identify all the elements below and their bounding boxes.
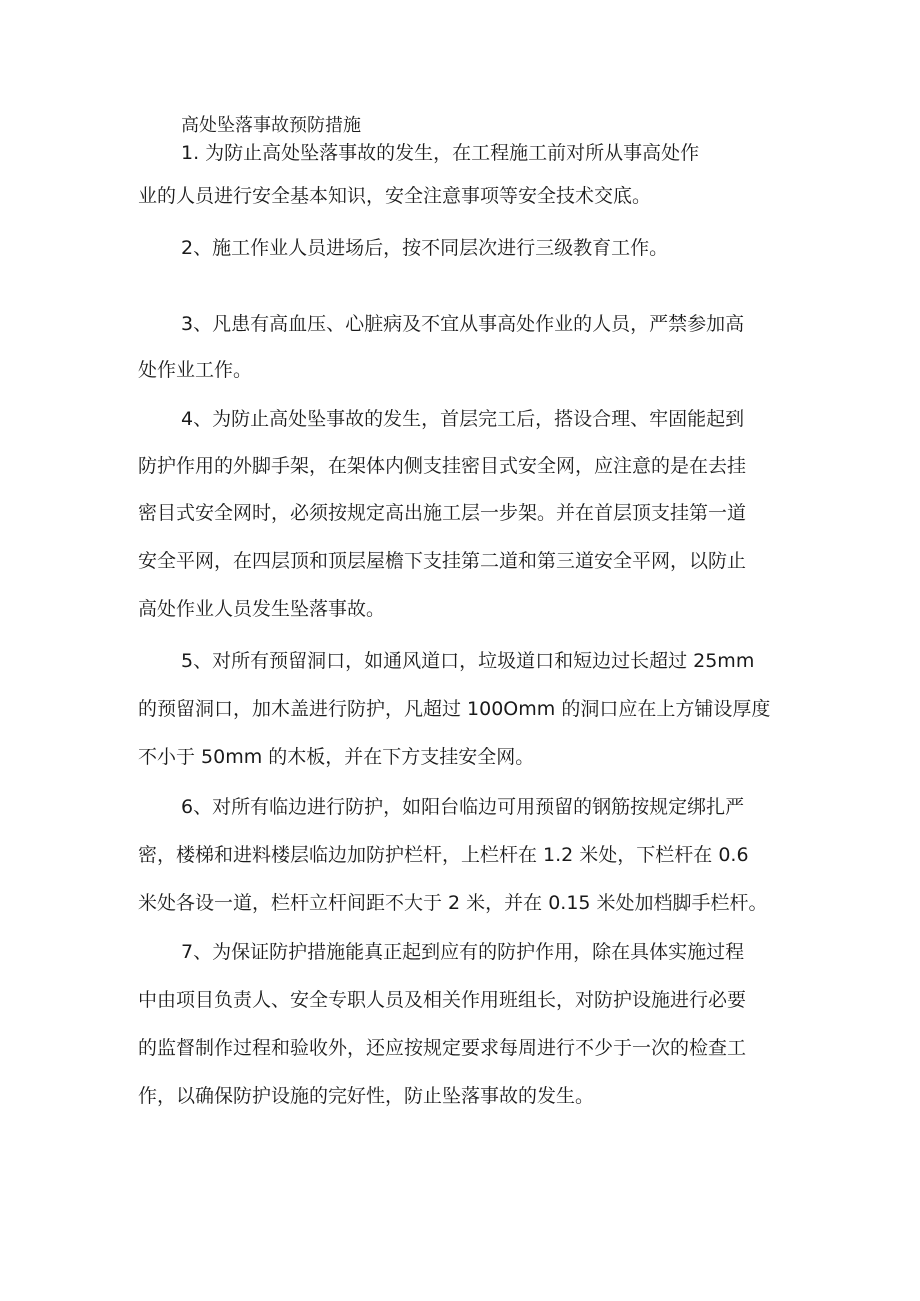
document-title: 高处坠落事故预防措施 bbox=[181, 115, 361, 136]
paragraph-4-line-1: 4、为防止高处坠事故的发生，首层完工后，搭设合理、牢固能起到 bbox=[181, 408, 745, 430]
paragraph-3-line-1: 3、凡患有高血压、心脏病及不宜从事高处作业的人员，严禁参加高 bbox=[181, 313, 745, 335]
paragraph-4-line-2: 防护作用的外脚手架，在架体内侧支挂密目式安全网，应注意的是在去挂 bbox=[138, 455, 747, 477]
paragraph-1-line-1: 1. 为防止高处坠落事故的发生，在工程施工前对所从事高处作 bbox=[181, 142, 700, 164]
paragraph-5-line-1: 5、对所有预留洞口，如通风道口，垃圾道口和短边过长超过 25mm bbox=[181, 650, 755, 672]
paragraph-4-line-4: 安全平网，在四层顶和顶层屋檐下支挂第二道和第三道安全平网，以防止 bbox=[138, 550, 747, 572]
paragraph-7-line-3: 的监督制作过程和验收外，还应按规定要求每周进行不少于一次的检查工 bbox=[138, 1037, 747, 1059]
paragraph-4-line-3: 密目式安全网时，必须按规定高出施工层一步架。并在首层顶支挂第一道 bbox=[138, 502, 747, 524]
paragraph-5-line-2: 的预留洞口，加木盖进行防护，凡超过 100Omm 的洞口应在上方铺设厚度 bbox=[138, 698, 771, 720]
paragraph-6-line-1: 6、对所有临边进行防护，如阳台临边可用预留的钢筋按规定绑扎严 bbox=[181, 796, 745, 818]
paragraph-7-line-4: 作，以确保防护设施的完好性，防止坠落事故的发生。 bbox=[138, 1085, 595, 1107]
paragraph-2-line-1: 2、施工作业人员进场后，按不同层次进行三级教育工作。 bbox=[181, 237, 669, 259]
paragraph-5-line-3: 不小于 50mm 的木板，并在下方支挂安全网。 bbox=[138, 746, 535, 768]
paragraph-7-line-1: 7、为保证防护措施能真正起到应有的防护作用，除在具体实施过程 bbox=[181, 941, 745, 963]
paragraph-7-line-2: 中由项目负责人、安全专职人员及相关作用班组长，对防护设施进行必要 bbox=[138, 989, 747, 1011]
paragraph-4-line-5: 高处作业人员发生坠落事故。 bbox=[138, 598, 386, 620]
paragraph-6-line-2: 密，楼梯和进料楼层临边加防护栏杆，上栏杆在 1.2 米处，下栏杆在 0.6 bbox=[138, 844, 749, 866]
paragraph-3-line-2: 处作业工作。 bbox=[138, 359, 253, 381]
paragraph-6-line-3: 米处各设一道，栏杆立杆间距不大于 2 米，并在 0.15 米处加档脚手栏杆。 bbox=[138, 892, 768, 914]
paragraph-1-line-2: 业的人员进行安全基本知识，安全注意事项等安全技术交底。 bbox=[138, 185, 652, 207]
